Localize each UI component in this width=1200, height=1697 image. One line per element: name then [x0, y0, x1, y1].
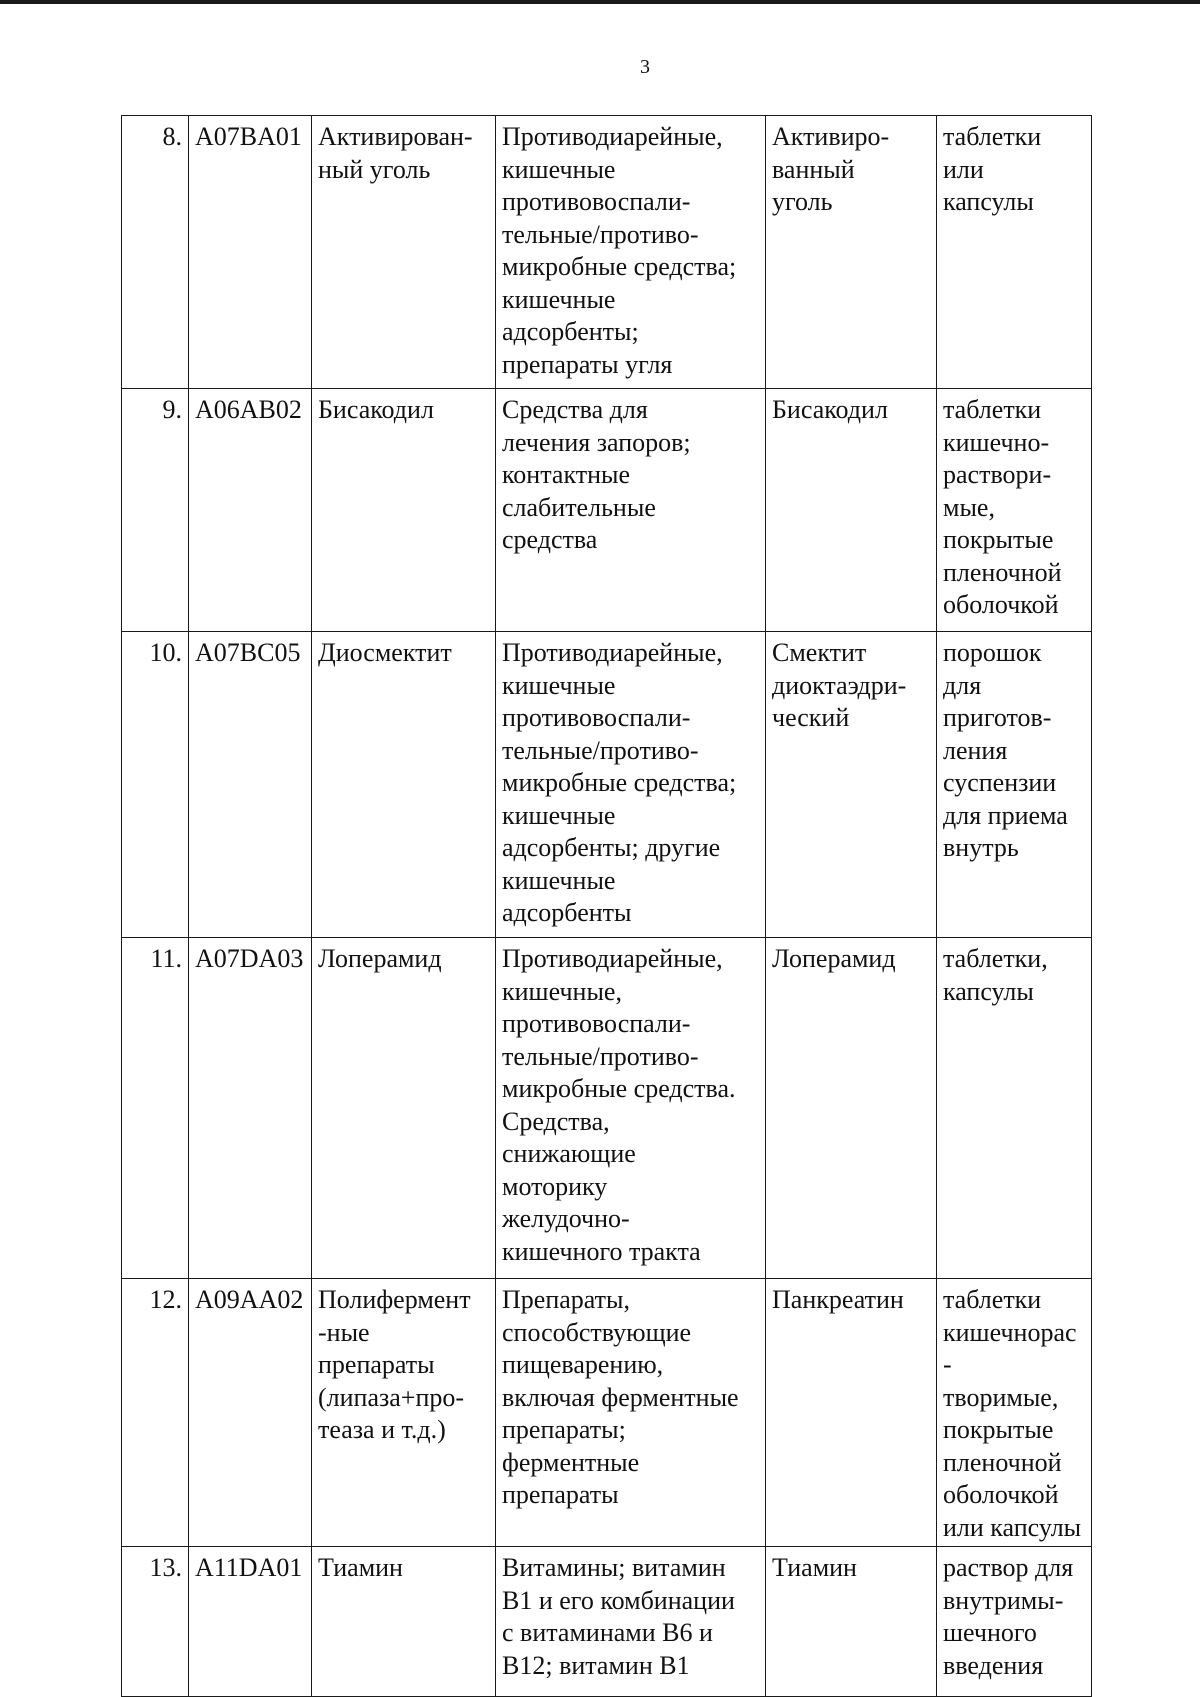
drug-name: Активирован- ный уголь [312, 116, 496, 389]
atc-code: A06AB02 [189, 389, 312, 632]
dosage-form: таблетки кишечнорас- творимые, покрытые пленочной оболочкой или капсулы [937, 1279, 1092, 1547]
pharmacological-group: Средства для лечения запоров; контактные слабительные средства [496, 389, 766, 632]
atc-code: A07BA01 [189, 116, 312, 389]
pharmacological-group: Противодиарейные, кишечные, противовоспали- тельные/противо- микробные средства. Средства, снижающие моторику желудочно- кишечного тракта [496, 938, 766, 1279]
table-row [122, 1279, 1092, 1547]
table-row [122, 632, 1092, 938]
top-border-line [0, 0, 1200, 4]
row-number: 8. [122, 116, 189, 389]
active-substance: Панкреатин [766, 1279, 937, 1547]
pharmacological-group: Препараты, способствующие пищеварению, включая ферментные препараты; ферментные препараты [496, 1279, 766, 1547]
row-number: 9. [122, 389, 189, 632]
active-substance: Бисакодил [766, 389, 937, 632]
medicines-table [121, 115, 1092, 1697]
active-substance: Лоперамид [766, 938, 937, 1279]
pharmacological-group: Противодиарейные, кишечные противовоспали- тельные/противо- микробные средства; кишечные адсорбенты; препараты угля [496, 116, 766, 389]
dosage-form: таблетки или капсулы [937, 116, 1092, 389]
dosage-form: таблетки кишечно- раствори- мые, покрытые пленочной оболочкой [937, 389, 1092, 632]
table-row [122, 938, 1092, 1279]
atc-code: A07BC05 [189, 632, 312, 938]
drug-name: Лоперамид [312, 938, 496, 1279]
row-number: 10. [122, 632, 189, 938]
drug-name: Полифермент -ные препараты (липаза+про- теаза и т.д.) [312, 1279, 496, 1547]
active-substance: Активиро- ванный уголь [766, 116, 937, 389]
table-row [122, 116, 1092, 389]
drug-name: Бисакодил [312, 389, 496, 632]
page-number: 3 [640, 56, 650, 78]
drug-name: Тиамин [312, 1547, 496, 1697]
dosage-form: раствор для внутримы- шечного введения [937, 1547, 1092, 1697]
pharmacological-group: Витамины; витамин B1 и его комбинации с витаминами B6 и B12; витамин B1 [496, 1547, 766, 1697]
dosage-form: порошок для приготов- ления суспензии для приема внутрь [937, 632, 1092, 938]
active-substance: Тиамин [766, 1547, 937, 1697]
dosage-form: таблетки, капсулы [937, 938, 1092, 1279]
row-number: 12. [122, 1279, 189, 1547]
table-row [122, 389, 1092, 632]
active-substance: Смектит диоктаэдри- ческий [766, 632, 937, 938]
row-number: 13. [122, 1547, 189, 1697]
atc-code: A11DA01 [189, 1547, 312, 1697]
atc-code: A09AA02 [189, 1279, 312, 1547]
drug-name: Диосмектит [312, 632, 496, 938]
pharmacological-group: Противодиарейные, кишечные противовоспали- тельные/противо- микробные средства; кишечные адсорбенты; другие кишечные адсорбенты [496, 632, 766, 938]
atc-code: A07DA03 [189, 938, 312, 1279]
table-row [122, 1547, 1092, 1697]
row-number: 11. [122, 938, 189, 1279]
